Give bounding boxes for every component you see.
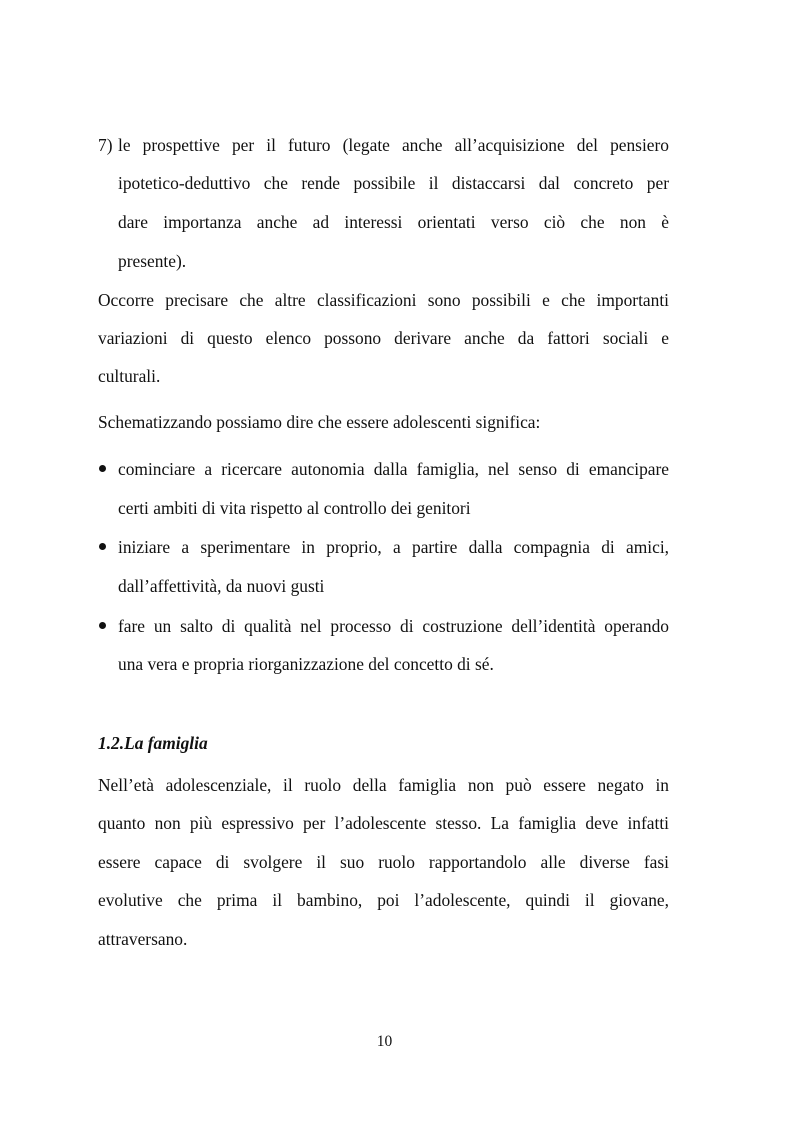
- para3-line-5: attraversano.: [98, 929, 188, 949]
- item7-line-1: le prospettive per il futuro (legate anche all’acquisizione del pensiero: [118, 135, 669, 155]
- bullet2-line-2: dall’affettività, da nuovi gusti: [118, 576, 325, 596]
- bullet3-line-2: una vera e propria riorganizzazione del concetto di sé.: [118, 654, 494, 674]
- para3-line-2: quanto non più espressivo per l’adolescente stesso. La famiglia deve infatti: [98, 813, 669, 833]
- bullet3-line-1: fare un salto di qualità nel processo di costruzione dell’identità operando: [118, 616, 669, 636]
- para3-line-1: Nell’età adolescenziale, il ruolo della famiglia non può essere negato in: [98, 775, 669, 795]
- bullet-icon: [99, 622, 106, 629]
- para3-line-3: essere capace di svolgere il suo ruolo rapportandolo alle diverse fasi: [98, 852, 669, 872]
- item-number: 7): [98, 135, 113, 155]
- para1-line-2: variazioni di questo elenco possono derivare anche da fattori sociali e: [98, 328, 669, 348]
- bullet2-line-1: iniziare a sperimentare in proprio, a partire dalla compagnia di amici,: [118, 537, 669, 557]
- para1-line-3: culturali.: [98, 366, 161, 386]
- bullet-icon: [99, 465, 106, 472]
- para2-line-1: Schematizzando possiamo dire che essere adolescenti significa:: [98, 412, 541, 432]
- item7-line-4: presente).: [118, 251, 187, 271]
- para1-line-1: Occorre precisare che altre classificazioni sono possibili e che importanti: [98, 290, 669, 310]
- section-heading: 1.2.La famiglia: [98, 733, 208, 753]
- bullet1-line-2: certi ambiti di vita rispetto al controllo dei genitori: [118, 498, 471, 518]
- para3-line-4: evolutive che prima il bambino, poi l’adolescente, quindi il giovane,: [98, 890, 669, 910]
- bullet-icon: [99, 543, 106, 550]
- bullet1-line-1: cominciare a ricercare autonomia dalla famiglia, nel senso di emancipare: [118, 459, 669, 479]
- item7-line-3: dare importanza anche ad interessi orientati verso ciò che non è: [118, 212, 669, 232]
- page-number: 10: [376, 1033, 393, 1050]
- item7-line-2: ipotetico-deduttivo che rende possibile il distaccarsi dal concreto per: [118, 173, 669, 193]
